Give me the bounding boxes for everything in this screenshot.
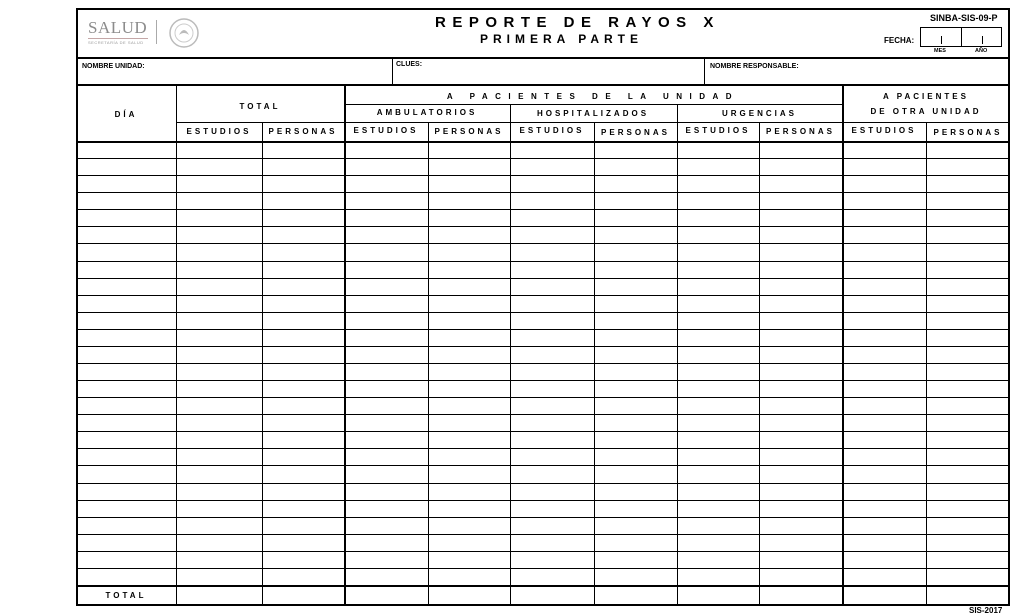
col-estudios-hosp: ESTUDIOS (519, 126, 585, 135)
table-row[interactable] (76, 414, 1010, 415)
table-row[interactable] (76, 534, 1010, 535)
page-title: REPORTE DE RAYOS X (435, 14, 720, 31)
fields-separator (76, 84, 1010, 86)
table-row[interactable] (76, 295, 1010, 296)
col-personas-otra: PERSONAS (933, 128, 1003, 137)
dia-header: DÍA (114, 110, 138, 119)
table-row[interactable] (76, 261, 1010, 262)
total-row-line (76, 585, 1010, 587)
logo-text: SALUD (88, 18, 148, 37)
table-row[interactable] (76, 380, 1010, 381)
clues-label: CLUES: (396, 61, 423, 68)
table-row[interactable] (76, 226, 1010, 227)
table-row[interactable] (76, 517, 1010, 518)
field-divider-1 (392, 58, 393, 84)
col-estudios-total: ESTUDIOS (186, 127, 252, 136)
table-row[interactable] (76, 175, 1010, 176)
table-row[interactable] (76, 209, 1010, 210)
col-personas-urg: PERSONAS (766, 127, 835, 136)
hospitalizados-header: HOSPITALIZADOS (536, 109, 650, 118)
ambulatorios-header: AMBULATORIOS (376, 108, 478, 117)
table-row[interactable] (76, 397, 1010, 398)
field-divider-2 (704, 58, 705, 84)
nombre-unidad-label: NOMBRE UNIDAD: (82, 63, 145, 70)
table-row[interactable] (76, 158, 1010, 159)
table-row[interactable] (76, 329, 1010, 330)
col-estudios-amb: ESTUDIOS (353, 126, 419, 135)
urgencias-header: URGENCIAS (721, 109, 797, 118)
mes-tick (941, 36, 942, 44)
ano-label: AÑO (975, 48, 988, 54)
table-row[interactable] (76, 312, 1010, 313)
nombre-responsable-label: NOMBRE RESPONSABLE: (710, 63, 799, 70)
date-field[interactable] (920, 27, 1002, 47)
total-header: TOTAL (239, 102, 281, 111)
mes-label: MES (934, 48, 946, 54)
table-row[interactable] (76, 346, 1010, 347)
date-divider (961, 28, 962, 46)
table-row[interactable] (76, 448, 1010, 449)
header-bottom-line (76, 141, 1010, 143)
pacientes-unidad-header: A PACIENTES DE LA UNIDAD (446, 92, 740, 101)
table-row[interactable] (76, 192, 1010, 193)
table-row[interactable] (76, 500, 1010, 501)
footer-code: SIS-2017 (969, 606, 1003, 615)
total-row-label: TOTAL (105, 591, 147, 600)
table-row[interactable] (76, 363, 1010, 364)
ano-tick (982, 36, 983, 44)
table-row[interactable] (76, 483, 1010, 484)
col-personas-hosp: PERSONAS (601, 128, 670, 137)
logo-subtitle: SECRETARÍA DE SALUD (88, 40, 144, 45)
otra-unidad-header-1: A PACIENTES (883, 92, 969, 101)
table-row[interactable] (76, 465, 1010, 466)
total-sub-line (176, 122, 1010, 123)
page-subtitle: PRIMERA PARTE (480, 32, 644, 46)
table-row[interactable] (76, 243, 1010, 244)
col-line-hosp (677, 104, 678, 606)
table-row[interactable] (76, 431, 1010, 432)
col-line-amb (510, 104, 511, 606)
col-estudios-otra: ESTUDIOS (851, 126, 917, 135)
table-row[interactable] (76, 278, 1010, 279)
otra-unidad-header-2: DE OTRA UNIDAD (870, 107, 982, 116)
col-personas-amb: PERSONAS (434, 127, 504, 136)
fecha-label: FECHA: (884, 36, 915, 45)
pacientes-sub-line (344, 104, 842, 105)
table-row[interactable] (76, 568, 1010, 569)
table-row[interactable] (76, 551, 1010, 552)
col-personas-total: PERSONAS (268, 127, 338, 136)
header-separator (76, 57, 1010, 59)
col-estudios-urg: ESTUDIOS (685, 126, 751, 135)
form-code: SINBA-SIS-09-P (930, 13, 998, 23)
